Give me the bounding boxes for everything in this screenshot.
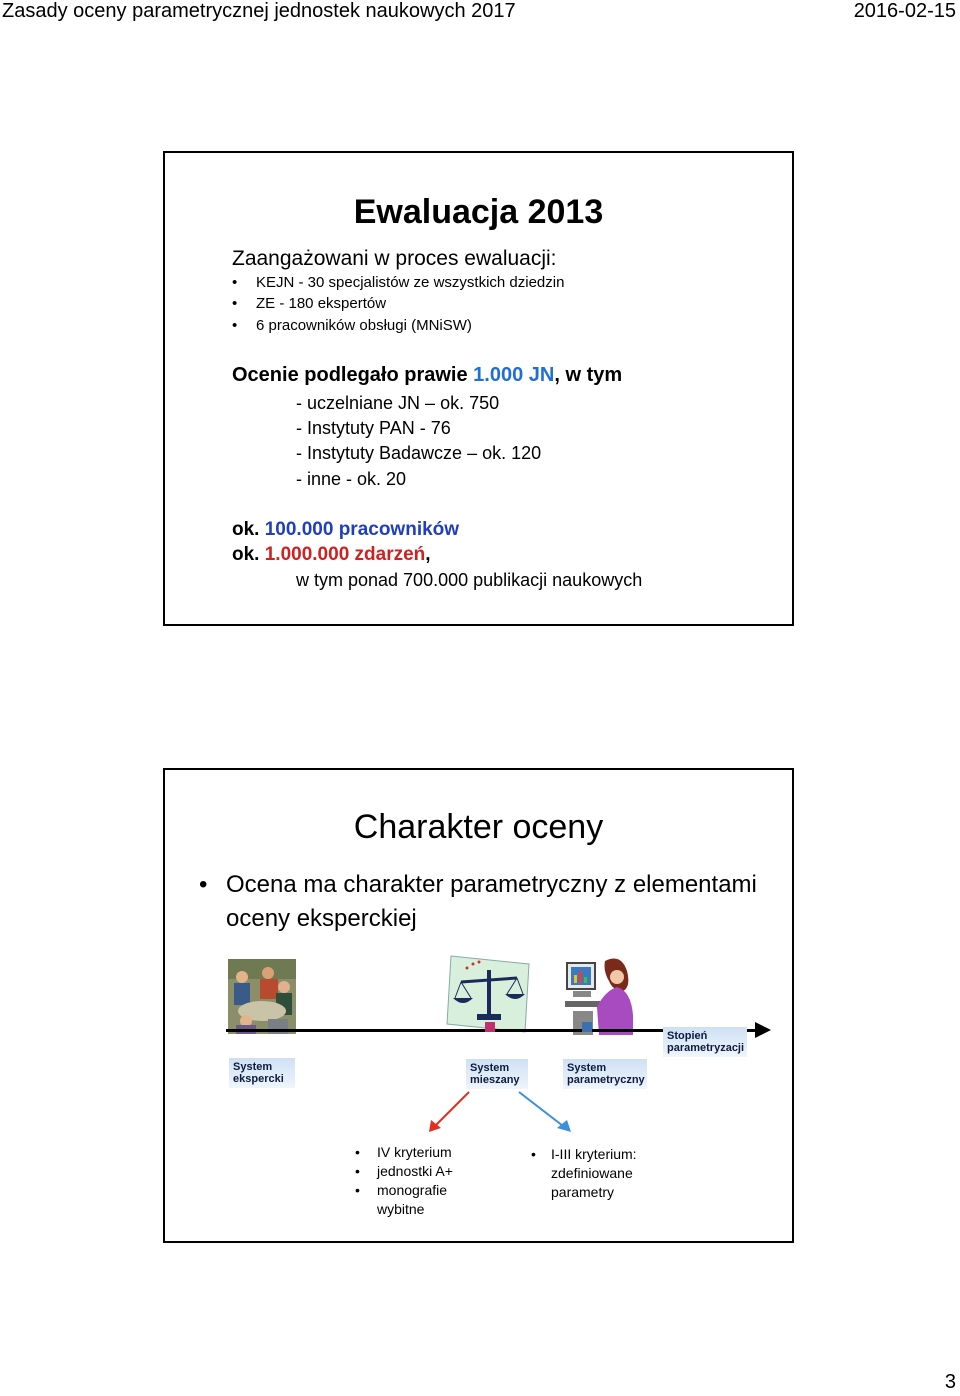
slide1-bullet: • 6 pracowników obsługi (MNiSW) (232, 317, 472, 334)
label-stopien-parametryzacji: Stopień parametryzacji (663, 1027, 747, 1057)
bullet-text: 6 pracowników obsługi (MNiSW) (256, 317, 472, 334)
section-highlight: 1.000 JN (473, 364, 555, 386)
stat-prefix: ok. (232, 519, 265, 540)
section-suffix: , w tym (554, 364, 623, 386)
slide1-section-heading (232, 364, 622, 387)
slide2-bullet (199, 868, 759, 936)
slide1-subtitle: Zaangażowani w proces ewaluacji: (232, 247, 557, 270)
list-item: • I-III kryterium: zdefiniowane parametry (531, 1145, 651, 1202)
slide1-stat-events (232, 544, 431, 566)
slide1-title: Ewaluacja 2013 (353, 193, 604, 231)
label-system-parametryczny: System parametryczny (563, 1059, 647, 1089)
axis-arrowhead (755, 1022, 771, 1038)
stat-suffix: , (425, 544, 431, 565)
document-header-date: 2016-02-15 (853, 0, 956, 22)
list-item-text: jednostki A+ (377, 1163, 453, 1179)
slide1-stat-employees (232, 519, 459, 541)
bullet-text: ZE - 180 ekspertów (256, 295, 387, 312)
page-number: 3 (944, 1371, 956, 1393)
label-system-mieszany: System mieszany (466, 1059, 528, 1089)
computer-user-icon (565, 957, 637, 1035)
branch-arrows (421, 1088, 631, 1134)
meeting-clipart-icon (228, 959, 296, 1034)
slide1-stat-publications: w tym ponad 700.000 publikacji naukowych (296, 570, 643, 590)
parametric-system-marker (582, 1022, 592, 1032)
list-item-text: monografie wybitne (377, 1182, 448, 1217)
slide2-title: Charakter oceny (353, 808, 604, 846)
mixed-system-marker (485, 1022, 495, 1032)
stat-highlight: 100.000 pracowników (264, 519, 460, 540)
list-item-text: I-III kryterium: zdefiniowane parametry (551, 1146, 637, 1200)
slide1-list-line: - Instytuty PAN - 76 (296, 418, 451, 438)
stat-highlight: 1.000.000 zdarzeń (264, 544, 426, 565)
slide1-list-line: - inne - ok. 20 (296, 469, 407, 489)
bullet-dot: • (199, 871, 208, 898)
slide1-list-line: - uczelniane JN – ok. 750 (296, 393, 500, 413)
slide1-bullet: • ZE - 180 ekspertów (232, 295, 387, 312)
right-list (531, 1145, 651, 1202)
label-system-ekspercki: System ekspercki (229, 1058, 295, 1088)
list-item-text: IV kryterium (377, 1144, 452, 1160)
slide-ewaluacja (163, 151, 794, 626)
bullet-text: Ocena ma charakter parametryczny z elementami oceny eksperckiej (226, 871, 757, 932)
document-header-title: Zasady oceny parametrycznej jednostek naukowych 2017 (2, 0, 516, 22)
stat-prefix: ok. (232, 544, 265, 565)
slide1-bullet: • KEJN - 30 specjalistów ze wszystkich dziedzin (232, 274, 565, 291)
slide-charakter-oceny (163, 768, 794, 1243)
slide1-list-line: - Instytuty Badawcze – ok. 120 (296, 443, 542, 463)
left-list (355, 1143, 457, 1219)
list-item: • jednostki A+ (355, 1163, 453, 1179)
list-item: • IV kryterium (355, 1144, 452, 1160)
bullet-text: KEJN - 30 specjalistów ze wszystkich dziedzin (256, 274, 565, 291)
section-text: Ocenie podlegało prawie (232, 364, 474, 386)
list-item: • monografie wybitne (355, 1181, 457, 1219)
